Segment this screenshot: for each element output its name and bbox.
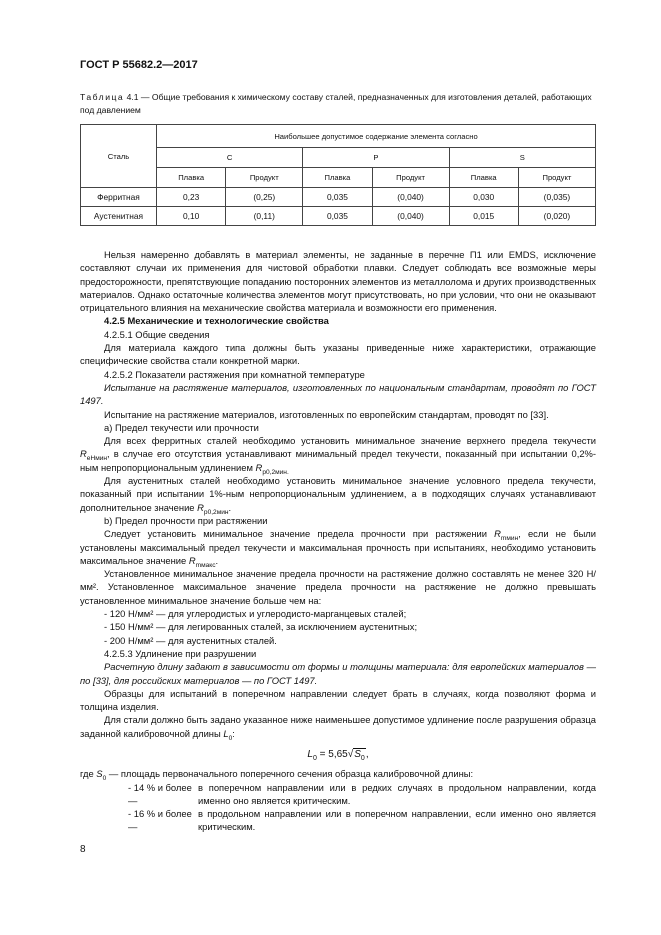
body-text (80, 248, 596, 834)
paragraph-tensile-strength: Следует установить минимальное значение предела прочности при растяжении $R_{mмин}$, если не были установлены максимальный предел текучести и максимальная прочность при испытаниях, необходимо установить максимальное значение $R_{mмакс}$. (80, 528, 597, 569)
table-cell: (0,020) (518, 207, 595, 226)
sub-header: Плавка (303, 168, 372, 188)
item-a-heading: а) Предел текучести или прочности (104, 421, 259, 433)
element-header: S (449, 148, 595, 168)
list-item: - 14 % и более — в поперечном направлении или в редких случаях в продольном направлении, когда именно оно является критическим. (128, 781, 596, 806)
paragraph-gauge-length: Расчетную длину задают в зависимости от формы и толщины материала: для европейских материалов — по [33], для российских материалов — по ГОСТ 1497. (80, 661, 596, 686)
subsection-heading-4-2-5-2: 4.2.5.2 Показатели растяжения при комнатной температуре (104, 368, 365, 380)
paragraph-elongation: Для стали должно быть задано указанное ниже наименьшее допустимое удлинение после разрушения образца заданной калибровочной длины $L_0$: (80, 714, 596, 742)
definition-s0: где $S_0$ — площадь первоначального поперечного сечения образца калибровочной длины: (80, 768, 474, 783)
list-item: - 16 % и более — в продольном направлении или в поперечном направлении, если именно оно является критическим. (128, 808, 596, 833)
caption-text: 4.1 — Общие требования к химическому составу сталей, предназначенных для изготовления деталей, работающих под давлением (80, 92, 592, 115)
paragraph-elements: Нельзя намеренно добавлять в материал элементы, не заданные в перечне П1 или EMDS, исключение составляют случаи их применения для чистовой обработки плавки. Следует соблюдать все возможные меры предосторожности, препятствующие попаданию посторонних элементов из металлолома и других производственных материалов. Однако остаточные количества элементов могут присутствовать, но при условии, что они не оказывают отрицательного влияния на механические свойства материала и возможности его применения. (80, 249, 596, 314)
table-cell: 0,10 (157, 207, 226, 226)
span-header: Наибольшее допустимое содержание элемента согласно (157, 125, 596, 148)
table-cell: 0,23 (157, 188, 226, 207)
sub-header: Продукт (226, 168, 303, 188)
subsection-heading-4-2-5-1: 4.2.5.1 Общие сведения (104, 328, 210, 340)
section-heading-4-2-5: 4.2.5 Механические и технологические свойства (104, 315, 329, 327)
paragraph-austenitic: Для аустенитных сталей необходимо установить минимальное значение условного предела текучести, показанный при испытании 1%-ным непропорциональным удлинением, а в подходящих случаях устанавливают дополнительное значение $R_{p0,2мин}$. (80, 475, 596, 516)
table-cell: 0,030 (449, 188, 518, 207)
page-header: ГОСТ Р 55682.2—2017 (80, 59, 198, 71)
list-item: - 200 Н/мм² — для аустенитных сталей. (104, 634, 277, 646)
table-cell: (0,11) (226, 207, 303, 226)
chemical-composition-table (80, 124, 596, 226)
row-label: Ферритная (81, 188, 157, 207)
table-cell: (0,040) (372, 207, 449, 226)
sub-header: Плавка (449, 168, 518, 188)
sub-header: Продукт (372, 168, 449, 188)
table-cell: 0,035 (303, 207, 372, 226)
list-item: - 150 Н/мм² — для легированных сталей, за исключением аустенитных; (104, 621, 418, 633)
table-row (81, 188, 596, 207)
sqrt-icon: √ (347, 748, 354, 760)
paragraph-transverse: Образцы для испытаний в поперечном направлении следует брать в случаях, когда позволяют форма и толщина изделия. (80, 687, 596, 713)
col-header-steel: Сталь (81, 125, 157, 188)
table-cell: (0,25) (226, 188, 303, 207)
sub-header: Продукт (518, 168, 595, 188)
paragraph-european-test: Испытание на растяжение материалов, изготовленных по европейским стандартам, проводят по [33]. (104, 408, 549, 420)
paragraph-national-test: Испытание на растяжение материалов, изготовленных по национальным стандартам, проводят по ГОСТ 1497. (80, 381, 596, 407)
list-item: - 120 Н/мм² — для углеродистых и углеродисто-марганцевых сталей; (104, 608, 407, 620)
subsection-heading-4-2-5-3: 4.2.5.3 Удлинение при разрушении (104, 647, 257, 659)
item-b-heading: b) Предел прочности при растяжении (104, 514, 268, 526)
table-cell: (0,035) (518, 188, 595, 207)
page-number: 8 (80, 844, 86, 855)
table-row (81, 207, 596, 226)
sub-header: Плавка (157, 168, 226, 188)
table-cell: 0,015 (449, 207, 518, 226)
table-caption (80, 91, 596, 117)
paragraph-ferritic: Для всех ферритных сталей необходимо установить минимальное значение верхнего предела текучести $R_{eHмин}$, в случае его отсутствия устанавливают минимальный предел текучести, показанный при испытании 0,2%-ным непропорциональным удлинением $R_{p0,2мин.}$ (80, 435, 596, 476)
element-header: C (157, 148, 303, 168)
caption-lead: Таблица (80, 92, 125, 102)
table-cell: 0,035 (303, 188, 372, 207)
row-label: Аустенитная (81, 207, 157, 226)
formula-radicand: $S_0$ (354, 748, 365, 762)
paragraph-limits: Установленное минимальное значение предела прочности на растяжение должно составлять не менее 320 Н/мм². Установленное максимальное значение предела прочности на растяжение не должно превышать установленное минимальное значение больше чем на: (80, 568, 596, 606)
paragraph-characteristics: Для материала каждого типа должны быть указаны приведенные ниже характеристики, отражающие специфические свойства стали конкретной марки. (80, 342, 596, 367)
formula: $L_0 = 5,65√S_0$, (307, 748, 369, 762)
table-cell: (0,040) (372, 188, 449, 207)
element-header: P (303, 148, 449, 168)
